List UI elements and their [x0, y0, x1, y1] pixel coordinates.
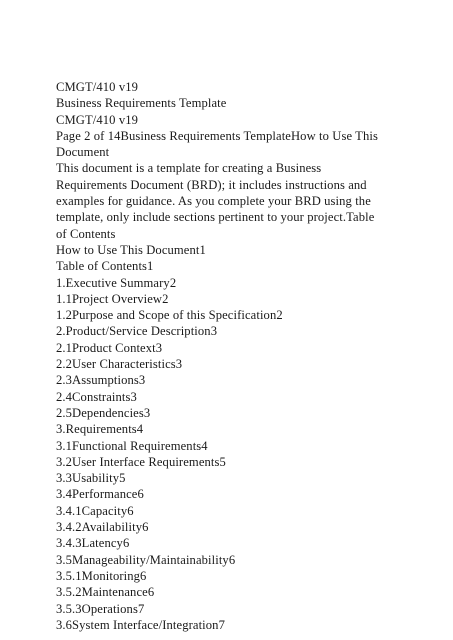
body-text-line: This document is a template for creating a Business	[56, 161, 322, 176]
toc-entry: 1.Executive Summary2	[56, 275, 177, 290]
toc-entry: 3.4.1Capacity6	[56, 503, 134, 518]
toc-entry: 2.2User Characteristics3	[56, 357, 183, 372]
toc-entry: 3.5Manageability/Maintainability6	[56, 552, 236, 567]
toc-entry: 3.2User Interface Requirements5	[56, 454, 226, 469]
page-header-line: Page 2 of 14Business Requirements TemplateHow to Use This	[56, 128, 378, 143]
toc-entry: 3.1Functional Requirements4	[56, 438, 208, 453]
toc-entry: 3.5.1Monitoring6	[56, 568, 147, 583]
body-text-line: examples for guidance. As you complete your BRD using the	[56, 194, 371, 209]
body-text-line: template, only include sections pertinent to your project.Table	[56, 210, 375, 225]
section-heading-line: Document	[56, 145, 110, 160]
toc-entry: 3.5.2Maintenance6	[56, 585, 155, 600]
document-page	[56, 79, 401, 633]
toc-entry: 1.2Purpose and Scope of this Specification2	[56, 308, 283, 323]
toc-entry: 2.1Product Context3	[56, 340, 163, 355]
toc-entry: 1.1Project Overview2	[56, 291, 169, 306]
body-text-line: Requirements Document (BRD); it includes instructions and	[56, 177, 367, 192]
toc-entry: 3.4.3Latency6	[56, 536, 130, 551]
course-code-line: CMGT/410 v19	[56, 80, 139, 94]
template-title-line: Business Requirements Template	[56, 96, 227, 111]
toc-entry: 2.Product/Service Description3	[56, 324, 218, 339]
toc-entry: 3.5.3Operations7	[56, 601, 145, 616]
toc-entry: 2.4Constraints3	[56, 389, 137, 404]
course-code-line: CMGT/410 v19	[56, 112, 139, 127]
toc-entry: How to Use This Document1	[56, 242, 206, 257]
toc-entry: 2.5Dependencies3	[56, 405, 151, 420]
toc-heading-line: of Contents	[56, 226, 116, 241]
toc-entry: 2.3Assumptions3	[56, 373, 146, 388]
toc-entry: 3.Requirements4	[56, 422, 144, 437]
toc-entry: Table of Contents1	[56, 259, 154, 274]
toc-entry: 3.4.2Availability6	[56, 520, 149, 535]
toc-entry: 3.3Usability5	[56, 471, 126, 486]
toc-entry: 3.4Performance6	[56, 487, 144, 502]
toc-entry: 3.6System Interface/Integration7	[56, 617, 225, 632]
